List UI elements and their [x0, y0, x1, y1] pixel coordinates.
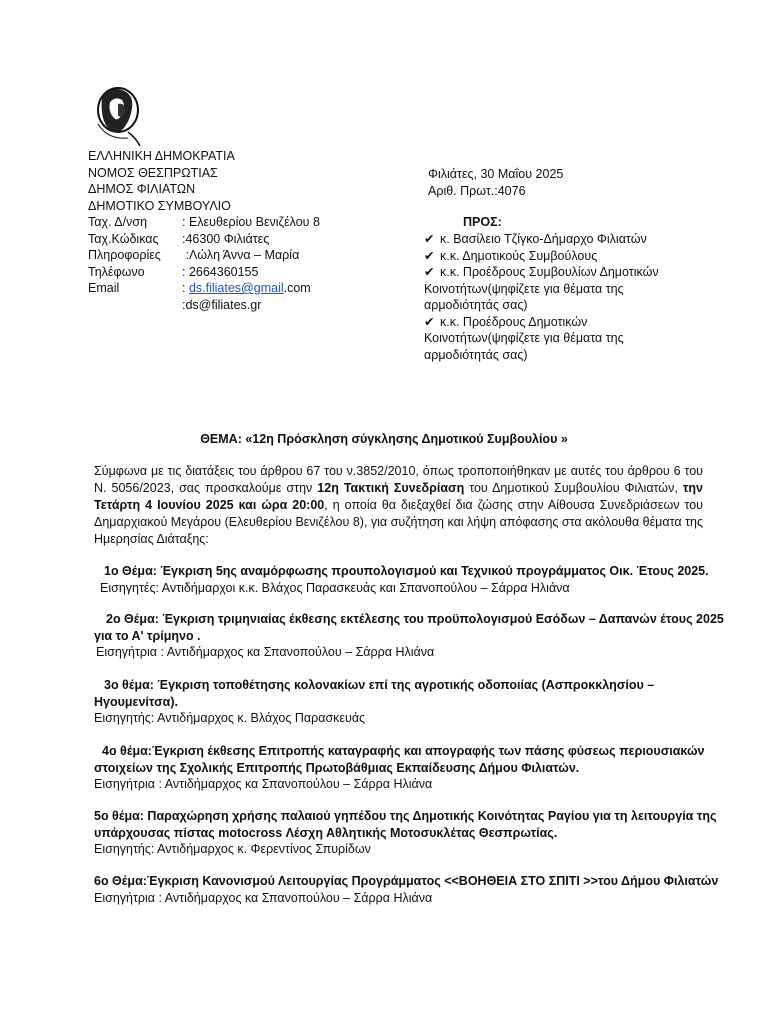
info-row: [88, 247, 320, 264]
zip-row: [88, 231, 320, 248]
info-value: :Λώλη Άννα – Μαρία: [182, 248, 300, 262]
email-suffix: .com: [283, 281, 311, 295]
protocol-number: Αριθ. Πρωτ.:4076: [428, 183, 526, 198]
to-label: ΠΡΟΣ:: [463, 215, 502, 229]
sender-line: ΕΛΛΗΝΙΚΗ ΔΗΜΟΚΡΑΤΙΑ: [88, 149, 235, 163]
phone-label: Τηλέφωνο: [88, 264, 145, 279]
agenda-topic: [94, 873, 724, 906]
email2-value: :ds@filiates.gr: [182, 297, 262, 312]
email-label: Email: [88, 281, 120, 295]
date-block: [428, 166, 563, 199]
address-value: : Ελευθερίου Βενιζέλου 8: [182, 215, 320, 229]
topic-rapporteur: Εισηγήτρια : Αντιδήμαρχος κα Σπανοπούλου – Σάρρα Ηλιάνα: [96, 645, 435, 659]
recipient-continuation: Κοινοτήτων(ψηφίζετε για θέματα της αρμοδιότητάς σας): [424, 331, 624, 362]
phone-row: [88, 264, 320, 281]
phone-value: : 2664360155: [182, 264, 259, 279]
sender-line: ΔΗΜΟΣ ΦΙΛΙΑΤΩΝ: [88, 182, 196, 196]
topic-title: 5ο θέμα: Παραχώρηση χρήσης παλαιού γηπέδου της Δημοτικής Κοινότητας Ραγίου για τη λειτουργία της υπάρχουσας πίστας motocross Λέσχη Αθλητικής Μοτοσυκλέτας Θεσπρωτίας.: [94, 809, 717, 840]
email2-row: [88, 297, 320, 314]
zip-value: :46300 Φιλιάτες: [182, 231, 270, 246]
topic-title: 6ο Θέμα:Έγκριση Κανονισμού Λειτουργίας Προγράμματος <<ΒΟΗΘΕΙΑ ΣΤΟ ΣΠΙΤΙ >>του Δήμου Φιλιατών: [94, 874, 719, 888]
sender-line: ΔΗΜΟΤΙΚΟ ΣΥΜΒΟΥΛΙΟ: [88, 198, 231, 213]
agenda-topic: [94, 563, 724, 596]
agenda-topic: [94, 677, 724, 727]
topic-title: 4ο θέμα:Έγκριση έκθεσης Επιτροπής καταγραφής και απογραφής των πάσης φύσεως περιουσιακών στοιχείων της Σχολικής Επιτροπής Πρωτοβάθμιας Εκπαίδευσης Δήμου Φιλιατών.: [94, 744, 705, 775]
agenda-topic: [94, 808, 724, 858]
address-row: [88, 214, 320, 231]
checkmark-icon: ✔: [424, 232, 435, 246]
recipient-item: ✔ κ. Βασίλειο Τζίγκο-Δήμαρχο Φιλιατών: [424, 232, 647, 246]
topic-rapporteur: Εισηγητές: Αντιδήμαρχοι κ.κ. Βλάχος Παρασκευάς και Σπανοπούλου – Σάρρα Ηλιάνα: [100, 580, 570, 595]
topic-rapporteur: Εισηγητής: Αντιδήμαρχος κ. Βλάχος Παρασκευάς: [94, 711, 366, 725]
recipient-item: ✔ κ.κ. Προέδρους Συμβουλίων Δημοτικών: [424, 265, 659, 279]
topic-title: 2ο Θέμα: Έγκριση τριμηνιαίας έκθεσης εκτέλεσης του προϋπολογισμού Εσόδων – Δαπανών έτους 2025 για το Α' τρίμηνο .: [94, 612, 724, 643]
agenda-topic: [94, 743, 724, 793]
topic-rapporteur: Εισηγήτρια : Αντιδήμαρχος κα Σπανοπούλου – Σάρρα Ηλιάνα: [94, 890, 433, 905]
recipient-continuation: Κοινοτήτων(ψηφίζετε για θέματα της αρμοδιότητάς σας): [424, 281, 624, 312]
topic-title: 1ο Θέμα: Έγκριση 5ης αναμόρφωσης προυπολογισμού και Τεχνικού προγράμματος Οικ. Έτους 2025.: [104, 564, 709, 578]
recipient-item: ✔ κ.κ. Προέδρους Δημοτικών: [424, 314, 588, 329]
sender-block: [88, 148, 320, 313]
subject-heading: ΘΕΜΑ: «12η Πρόσκληση σύγκλησης Δημοτικού Συμβουλίου »: [200, 432, 568, 446]
checkmark-icon: ✔: [424, 248, 435, 263]
email-link[interactable]: ds.filiates@gmail: [188, 281, 284, 295]
agenda-topic: [94, 611, 724, 661]
topic-rapporteur: Εισηγήτρια : Αντιδήμαρχος κα Σπανοπούλου – Σάρρα Ηλιάνα: [94, 777, 433, 791]
email-sep: :: [182, 281, 189, 295]
topic-title: 3ο θέμα: Έγκριση τοποθέτησης κολονακίων επί της αγροτικής οδοποιίας (Ασπροκκλησίου – Ηγουμενίτσα).: [94, 678, 655, 709]
topic-rapporteur: Εισηγητής: Αντιδήμαρχος κ. Φερεντίνος Σπυρίδων: [94, 842, 371, 856]
intro-paragraph: Σύμφωνα με τις διατάξεις του άρθρου 67 του ν.3852/2010, όπως τροποποιήθηκαν με αυτές του άρθρου 6 του Ν. 5056/2023, σας προσκαλούμε στην 12η Τακτική Συνεδρίαση του Δημοτικού Συμβουλίου Φιλιατών, την Τετάρτη 4 Ιουνίου 2025 και ώρα 20:00, η οποία θα διεξαχθεί δια ζώσης στην Αίθουσα Συνεδριάσεων του Δημαρχιακού Μεγάρου (Ελευθερίου Βενιζέλου 8), για συζήτηση και λήψη απόφασης στα ακόλουθα θέματα της Ημερησίας Διάταξης:: [94, 464, 703, 546]
sender-line: ΝΟΜΟΣ ΘΕΣΠΡΩΤΙΑΣ: [88, 165, 218, 180]
date-line: Φιλιάτες, 30 Μαΐου 2025: [428, 167, 564, 181]
checkmark-icon: ✔: [424, 265, 435, 279]
zip-label: Ταχ.Κώδικας: [88, 231, 159, 246]
address-label: Ταχ. Δ/νση: [88, 215, 148, 229]
recipients-list: [424, 231, 724, 363]
info-label: Πληροφορίες: [88, 248, 161, 262]
email-row: [88, 280, 320, 297]
checkmark-icon: ✔: [424, 314, 435, 329]
municipality-logo: [88, 84, 150, 150]
recipient-item: ✔ κ.κ. Δημοτικούς Συμβούλους: [424, 248, 598, 263]
